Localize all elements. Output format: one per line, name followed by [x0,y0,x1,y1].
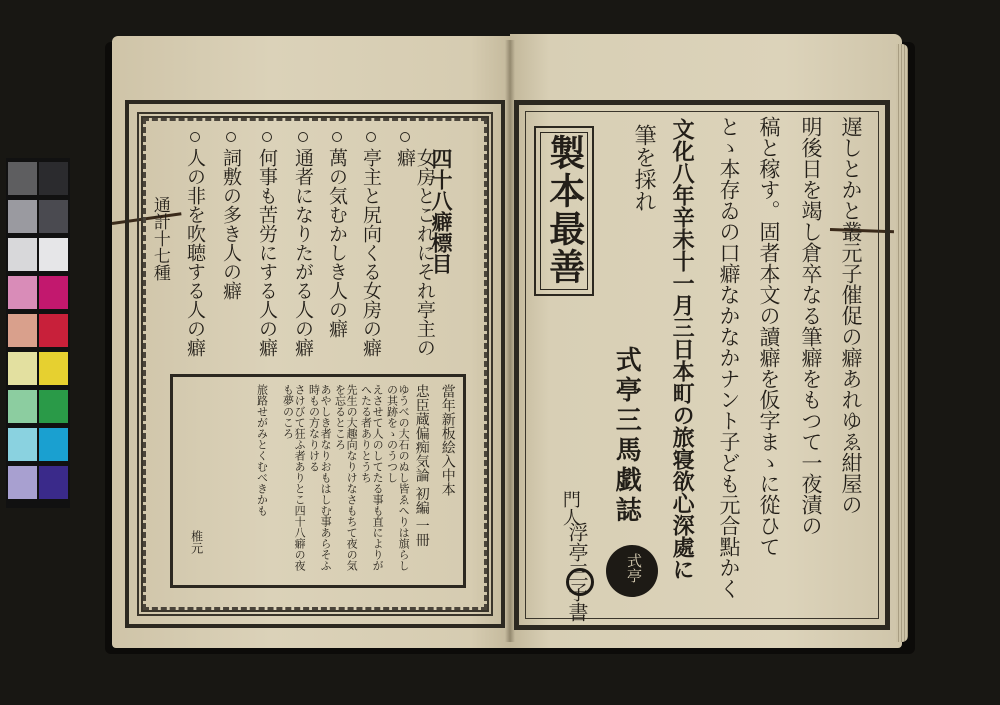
preface-line-2: 明後日を竭し倉卒なる筆癖をもつて一夜漬の [799,116,824,536]
ad-body-6: 旅路せがみとくむべきかも [255,384,269,516]
color-patch [8,162,37,195]
color-patch [39,466,68,499]
page-edges [896,44,908,642]
contents-item-4: 通者になりたがる人の癖 [291,148,314,357]
item-marker-circle [332,132,342,142]
author-line: 式亭三馬戯誌 [611,346,642,526]
item-marker-circle [298,132,308,142]
preface-line-3: 稿と稼す。固者本文の讀癖を仮字まゝに從ひて [757,116,782,557]
color-calibration-strip [6,158,70,508]
color-patch [8,352,37,385]
ad-body-5: さけびて狂ふ者ありとこ四十八癖の夜も夢のころ [281,384,307,571]
preface-line-5: 筆を採れ [631,124,657,212]
color-patch [39,314,68,347]
date-line: 文化八年辛未十一月三日本町の旅寝欲心深處に [669,118,696,580]
contents-item-6: 詞敷の多き人の癖 [219,148,242,300]
item-marker-circle [400,132,410,142]
color-patch [8,314,37,347]
preface-line-1: 遅しとかと叢元子催促の癖あれゆゑ紺屋の [839,116,864,515]
author-seal-text: 式亭 [625,553,643,583]
ad-signature: 椎元 [189,530,204,554]
ad-body-3: 先生の大趣向なりけなさもちて夜の気を忘るところ [333,384,359,571]
copyist-seal [566,568,594,596]
disciple-label: 門人 [559,490,581,526]
item-marker-circle [226,132,236,142]
item-marker-circle [366,132,376,142]
color-patch [39,238,68,271]
color-patch [39,162,68,195]
color-patch [8,200,37,233]
color-patch [39,200,68,233]
color-patch [8,238,37,271]
page-title: 製本最善 [543,134,586,286]
ad-line-1: 當年新板絵入中本 [439,384,456,496]
contents-item-1: 女房とこれにそれ亭主の癖 [393,148,436,357]
color-patch [39,352,68,385]
color-patch [8,390,37,423]
color-patch [8,276,37,309]
copyist-line: 浮亭三子書 [565,522,589,622]
color-patch [39,276,68,309]
ad-body-2: えさせて人のしてたる事も直によりがへたる者ありとうち [359,384,385,571]
color-patch [8,466,37,499]
color-patch [8,428,37,461]
contents-total: 通計十七種 [149,196,170,281]
item-marker-circle [190,132,200,142]
ad-line-2: 忠臣蔵偏痴気論 初編 一冊 [413,384,430,547]
preface-line-4: とゝ本存ゐの口癖なかなかナント子ども元合點かく [717,116,742,599]
contents-item-7: 人の非を吹聴する人の癖 [183,148,206,357]
ad-body-1: ゆうべの大石のぬし皆ゑへりは旗らしの其跡をゝのうつし [385,384,411,571]
contents-item-5: 何事も苦労にする人の癖 [255,148,278,357]
color-patch [39,428,68,461]
ad-body-4: あやしき者なりおもはしむ事あらそふ時もの方なりける [307,384,333,571]
item-marker-circle [262,132,272,142]
contents-header: 四十八癖標目 [429,148,455,274]
color-patch [39,390,68,423]
contents-item-3: 萬の気むかしき人の癖 [325,148,348,338]
contents-item-2: 亭主と尻向くる女房の癖 [359,148,382,357]
